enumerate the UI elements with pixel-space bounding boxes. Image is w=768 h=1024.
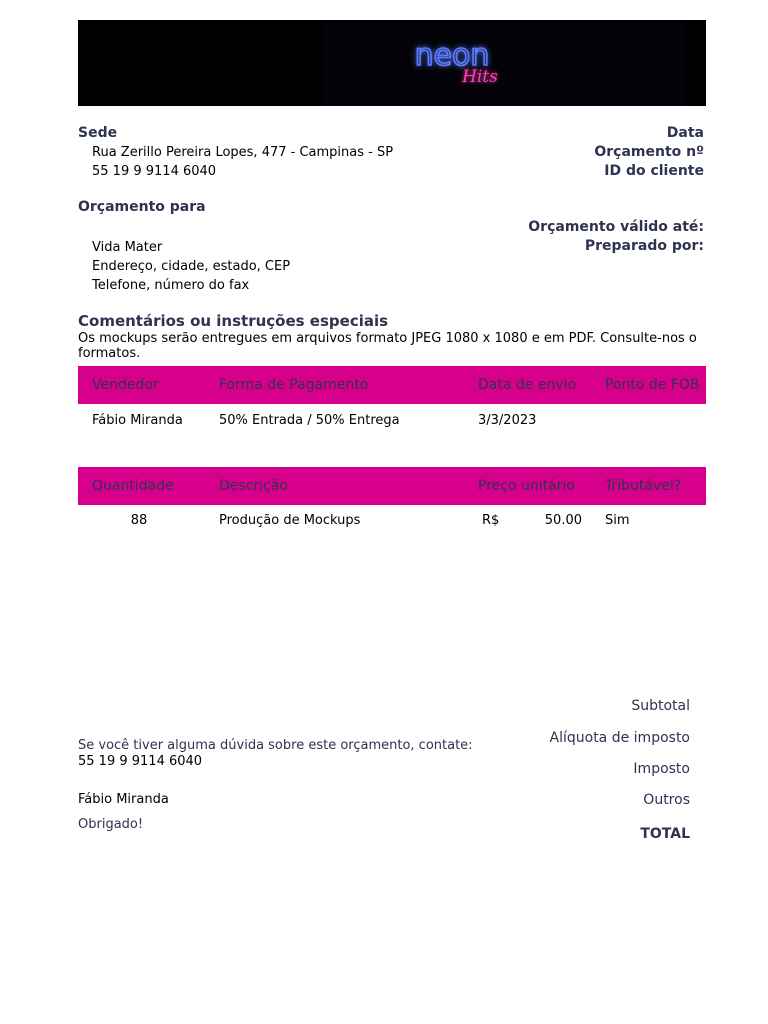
tax-label: Imposto [633,761,690,777]
company-address: Rua Zerillo Pereira Lopes, 477 - Campinas - SP [92,145,394,160]
sales-salesperson: Fábio Miranda [92,413,183,428]
comments-line-1: Os mockups serão entregues em arquivos formato JPEG 1080 x 1080 e em PDF. Consulte-nos o [78,331,697,346]
items-header-quantity: Quantidade [92,478,174,494]
company-phone: 55 19 9 9114 6040 [92,164,217,179]
sales-header-fob: Ponto de FOB [605,377,700,393]
items-header-description: Descrição [219,478,288,494]
neon-hits-logo [78,20,706,106]
items-table-header [78,467,706,505]
quote-number-label: Orçamento nº [594,144,704,160]
items-header-unit-price: Preço unitário [478,478,575,494]
date-label: Data [666,125,704,141]
sales-ship-date: 3/3/2023 [478,413,537,428]
other-label: Outros [643,792,690,808]
header-banner [78,20,706,106]
logo-main-text: neon [414,38,490,73]
total-label: TOTAL [640,826,690,842]
sales-header-ship-date: Data de envio [478,377,577,393]
sales-header-salesperson: Vendedor [92,377,159,393]
bill-to-title: Orçamento para [78,199,206,215]
sales-table-header [78,366,706,404]
subtotal-label: Subtotal [631,698,690,714]
customer-id-label: ID do cliente [604,163,704,179]
comments-title: Comentários ou instruções especiais [78,312,389,330]
item-quantity: 88 [130,513,148,528]
customer-name: Vida Mater [92,240,163,255]
company-section-title: Sede [78,125,118,141]
item-taxable: Sim [605,513,630,528]
sales-payment: 50% Entrada / 50% Entrega [219,413,400,428]
thanks-note: Obrigado! [78,817,144,832]
items-header-taxable: Tributável? [605,478,682,494]
sales-header-payment: Forma de Pagamento [219,377,369,393]
contact-phone: 55 19 9 9114 6040 [78,754,203,769]
item-unit-price: 50.00 [544,513,582,528]
prepared-by-label: Preparado por: [584,238,704,254]
valid-until-label: Orçamento válido até: [528,219,704,235]
contact-question: Se você tiver alguma dúvida sobre este orçamento, contate: [78,738,473,753]
comments-line-2: formatos. [78,346,141,361]
contact-name: Fábio Miranda [78,792,169,807]
tax-rate-label: Alíquota de imposto [549,730,690,746]
logo-script-text: Hits [462,67,498,87]
customer-phone: Telefone, número do fax [92,278,250,293]
item-description: Produção de Mockups [219,513,361,528]
customer-address: Endereço, cidade, estado, CEP [92,259,291,274]
item-currency: R$ [482,513,500,528]
